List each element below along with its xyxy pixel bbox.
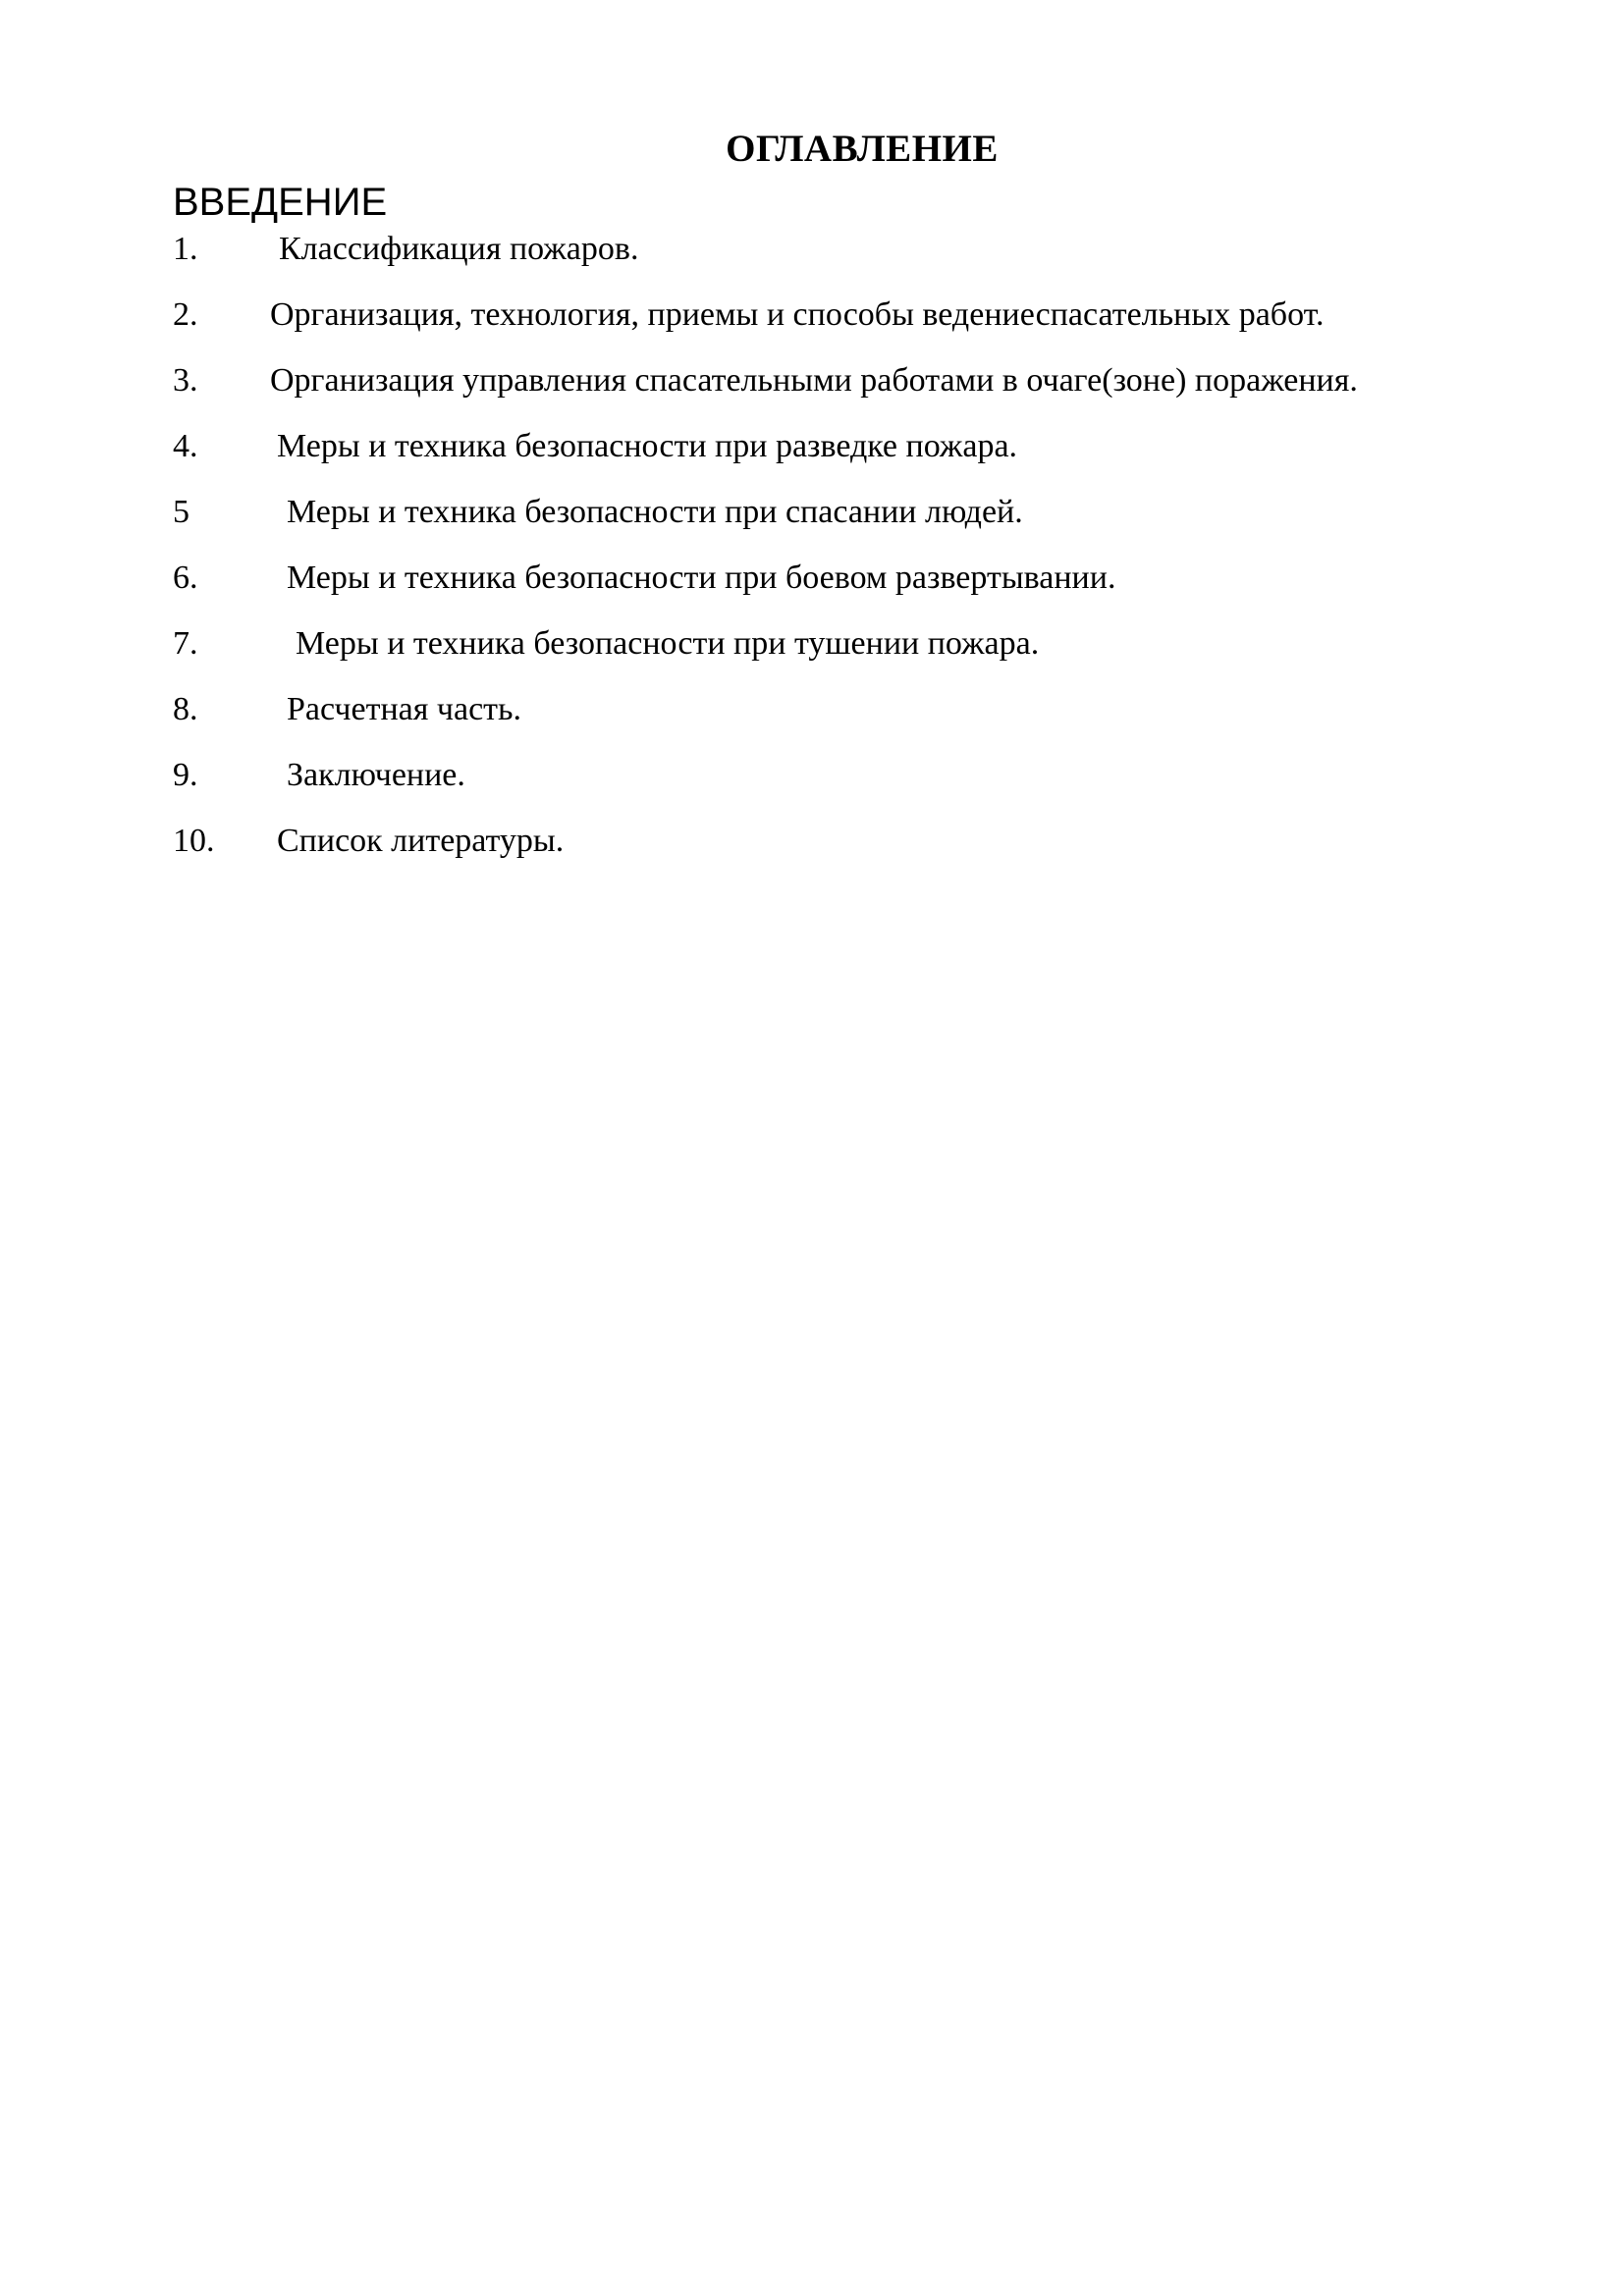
toc-item (173, 686, 1547, 752)
page-title: ОГЛАВЛЕНИЕ (726, 128, 999, 170)
toc-item (173, 226, 1547, 292)
toc-item-number: 6. (173, 560, 198, 596)
toc-item (173, 818, 1547, 883)
toc-item-text: Заключение. (287, 757, 465, 793)
toc-item-number: 8. (173, 691, 198, 727)
toc-item-text: Меры и техника безопасности при боевом развертывании. (287, 560, 1116, 596)
toc-item (173, 423, 1547, 489)
toc-item (173, 620, 1547, 686)
toc-item-number: 10. (173, 823, 215, 859)
toc-item-text: Меры и техника безопасности при разведке пожара. (277, 428, 1018, 464)
toc-item-number: 3. (173, 362, 198, 399)
toc-item-number: 5 (173, 494, 189, 530)
toc-item-text: Меры и техника безопасности при спасании людей. (287, 494, 1023, 530)
toc-item-number: 1. (173, 231, 198, 267)
table-of-contents (173, 226, 1547, 883)
toc-item-text: Организация, технология, приемы и способы ведениеспасательных работ. (270, 296, 1325, 333)
toc-item (173, 292, 1547, 357)
toc-item-number: 9. (173, 757, 198, 793)
toc-item-number: 7. (173, 625, 198, 662)
toc-intro: ВВЕДЕНИЕ (173, 181, 388, 224)
toc-item-text: Расчетная часть. (287, 691, 522, 727)
toc-item-number: 2. (173, 296, 198, 333)
toc-item (173, 555, 1547, 620)
toc-item-text: Список литературы. (277, 823, 565, 859)
toc-item-text: Организация управления спасательными работами в очаге(зоне) поражения. (270, 362, 1358, 399)
toc-item-text: Меры и техника безопасности при тушении пожара. (296, 625, 1040, 662)
toc-item-number: 4. (173, 428, 198, 464)
toc-item-text: Классификация пожаров. (279, 231, 639, 267)
toc-item (173, 489, 1547, 555)
toc-item (173, 752, 1547, 818)
toc-item (173, 357, 1547, 423)
